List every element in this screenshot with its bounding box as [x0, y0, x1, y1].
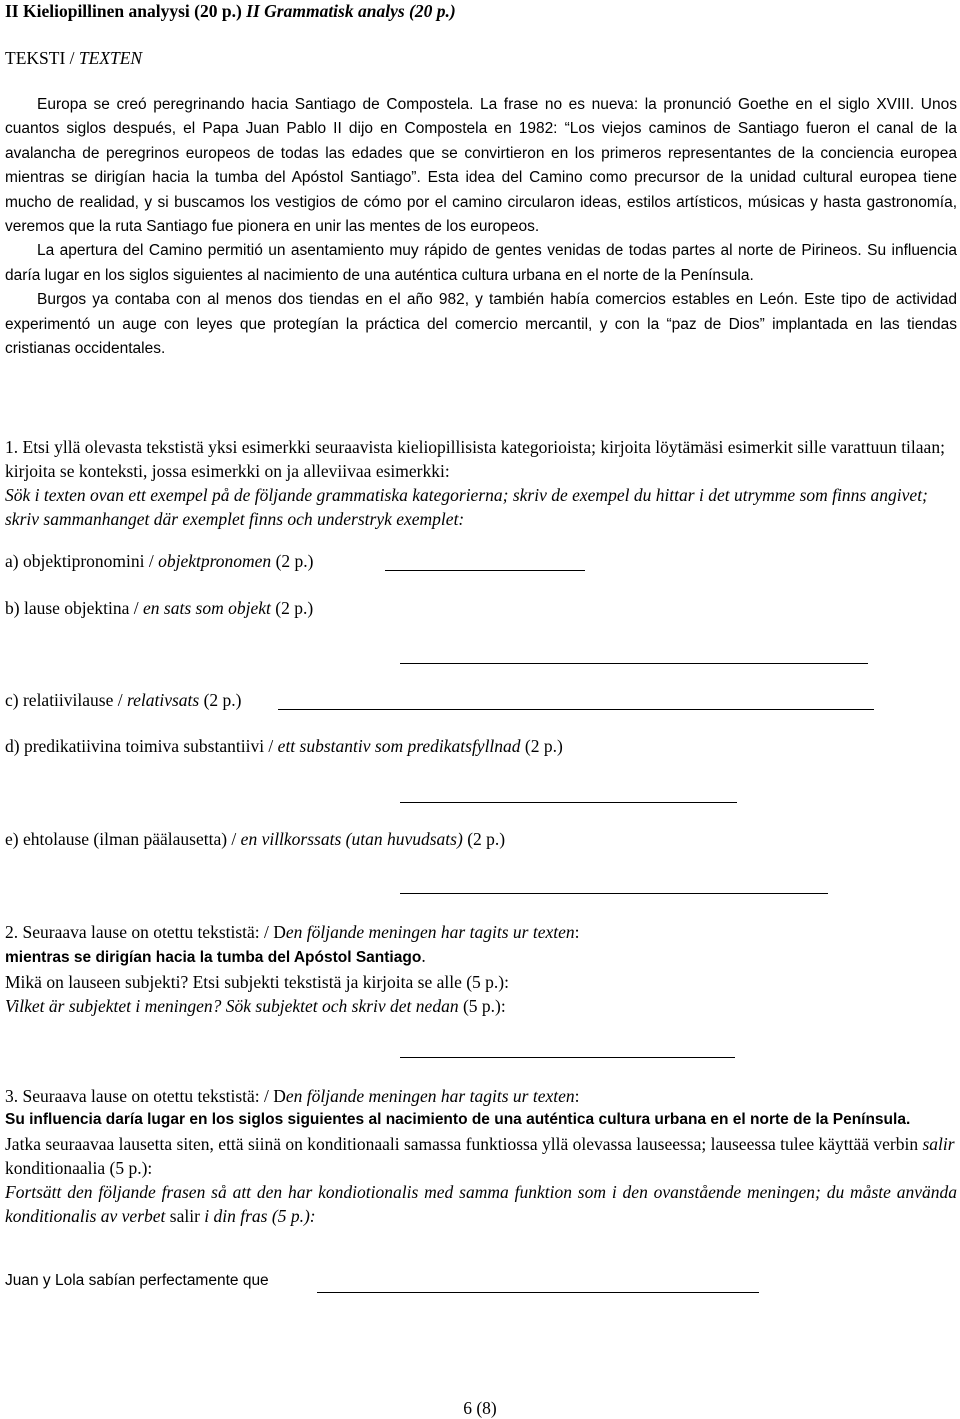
question-3-task-sv-text: Fortsätt den följande frasen så att den har kondiotionalis med samma funktion som i den ovanstående meningen; du måste använda konditionalis av verbet: [5, 1182, 957, 1226]
question-2-task-fi: Mikä on lauseen subjekti? Etsi subjekti tekstistä ja kirjoita se alle (5 p.):: [5, 972, 509, 992]
question-1-fi: 1. Etsi yllä olevasta tekstistä yksi esimerkki seuraavista kieliopillisista kategorioista; kirjoita löytämäsi esimerkit sille varattuun tilaan; kirjoita se konteksti, jossa esimerkki on ja alleviivaa esimerkki:: [5, 437, 945, 481]
page-number: 6 (8): [463, 1398, 497, 1418]
question-2-intro-fi: 2. Seuraava lause on otettu tekstistä: / D: [5, 922, 286, 942]
answer-line-e[interactable]: [400, 893, 828, 894]
text-heading: [5, 47, 957, 69]
item-b: [5, 597, 313, 619]
question-3-task-sv-end: i din fras (5 p.):: [199, 1206, 316, 1226]
question-3-intro: [5, 1084, 957, 1108]
item-a-sv: objektpronomen: [158, 551, 272, 571]
question-2-task-sv: Vilket är subjektet i meningen? Sök subjektet och skriv det nedan: [5, 996, 459, 1016]
question-2-task-sv-line: [5, 994, 957, 1018]
item-d: [5, 735, 563, 757]
item-e-points: (2 p.): [462, 829, 506, 849]
fill-in-prompt: [5, 1270, 957, 1292]
question-2-sentence-end: .: [421, 946, 426, 966]
question-1-sv: Sök i texten ovan ett exempel på de följande grammatiska kategorierna; skriv de exempel du hittar i det utrymme som finns angivet; skriv sammanhanget där exemplet finns och understryk exemplet:: [5, 485, 928, 529]
question-2-intro-colon: :: [574, 922, 580, 942]
answer-line-q2[interactable]: [400, 1057, 735, 1058]
question-3-task-fi-text: Jatka seuraavaa lausetta siten, että siinä on konditionaali samassa funktiossa yllä olevassa lauseessa; lauseessa tulee käyttää verbin: [5, 1134, 923, 1154]
question-2-task-points: (5 p.):: [458, 996, 506, 1016]
item-e-sv: en villkorssats (utan huvudsats): [240, 829, 463, 849]
question-2-intro: [5, 920, 957, 944]
title-fi: II Kieliopillinen analyysi (20 p.): [5, 1, 242, 21]
question-3-sentence: Su influencia daría lugar en los siglos siguientes al nacimiento de una auténtica cultura urbana en el norte de la Península.: [5, 1111, 911, 1128]
item-b-sv: en sats som objekt: [143, 598, 271, 618]
text-paragraph-2: La apertura del Camino permitió un asentamiento muy rápido de gentes venidas de todas partes al norte de Pirineos. Su influencia daría lugar en los siglos siguientes al nacimiento de una auténtica cultura urbana en el norte de la Península.: [5, 242, 957, 284]
question-3-intro-sv: en följande meningen har tagits ur texten: [285, 1086, 575, 1106]
heading-fi: TEKSTI /: [5, 48, 79, 68]
question-1: [5, 435, 957, 531]
item-d-points: (2 p.): [520, 736, 563, 756]
answer-line-a[interactable]: [385, 570, 585, 571]
answer-line-c[interactable]: [278, 709, 874, 710]
title-sv: II Grammatisk analys (20 p.): [246, 1, 456, 21]
reading-text: [5, 93, 957, 361]
question-3-task-sv-verb: salir: [169, 1206, 200, 1226]
answer-line-d[interactable]: [400, 802, 737, 803]
item-b-points: (2 p.): [270, 598, 314, 618]
answer-line-q3[interactable]: [317, 1292, 759, 1293]
fill-in-prompt-text: Juan y Lola sabían perfectamente que: [5, 1272, 269, 1289]
item-c-points: (2 p.): [199, 690, 242, 710]
item-d-sv: ett substantiv som predikatsfyllnad: [277, 736, 521, 756]
question-2: [5, 920, 957, 1018]
question-3-intro-colon: :: [574, 1086, 580, 1106]
item-e: [5, 828, 505, 850]
answer-line-b[interactable]: [400, 663, 868, 664]
item-d-fi: d) predikatiivina toimiva substantiivi /: [5, 736, 278, 756]
item-a-fi: a) objektipronomini /: [5, 551, 159, 571]
question-2-intro-sv: en följande meningen har tagits ur texten: [285, 922, 575, 942]
item-b-fi: b) lause objektina /: [5, 598, 144, 618]
text-paragraph-3: Burgos ya contaba con al menos dos tiendas en el año 982, y también había comercios estables en León. Este tipo de actividad experimentó un auge con leyes que protegían la práctica del comercio mercantil, y con la “paz de Dios” implantada en las tiendas cristianas occidentales.: [5, 291, 957, 358]
question-3: [5, 1084, 957, 1228]
heading-sv: TEXTEN: [78, 48, 143, 68]
item-c-sv: relativsats: [126, 690, 200, 710]
question-3-task-fi-verb: salir: [922, 1134, 955, 1154]
text-paragraph-1: Europa se creó peregrinando hacia Santiago de Compostela. La frase no es nueva: la pronunció Goethe en el siglo XVIII. Unos cuantos siglos después, el Papa Juan Pablo II dijo en Compostela en 1982: “Los viejos caminos de Santiago fueron el canal de la avalancha de peregrinos europeos de todas las edades que se convirtieron en los primeros representantes de la conciencia europea mientras se dirigían hacia la tumba del Apóstol Santiago”. Esta idea del Camino como precursor de la unidad cultural europea tiene mucho de realidad, y si buscamos los vestigios de cómo por el camino circularon ideas, estilos artísticos, músicas y hasta gastronomía, veremos que la ruta Santiago fue pionera en unir las mentes de los europeos.: [5, 96, 957, 236]
question-3-task-sv: [5, 1180, 957, 1228]
page-title: [5, 0, 957, 22]
question-3-task-fi-end: konditionaalia (5 p.):: [5, 1158, 153, 1178]
item-a-points: (2 p.): [271, 551, 314, 571]
item-e-fi: e) ehtolause (ilman päälausetta) /: [5, 829, 241, 849]
item-c: [5, 689, 242, 711]
item-a: [5, 550, 313, 572]
question-2-sentence-text: mientras se dirigían hacia la tumba del Apóstol Santiago: [5, 949, 422, 966]
question-3-task-fi: [5, 1132, 957, 1180]
item-c-fi: c) relatiivilause /: [5, 690, 127, 710]
question-3-intro-fi: 3. Seuraava lause on otettu tekstistä: / D: [5, 1086, 286, 1106]
question-2-sentence: [5, 944, 957, 970]
